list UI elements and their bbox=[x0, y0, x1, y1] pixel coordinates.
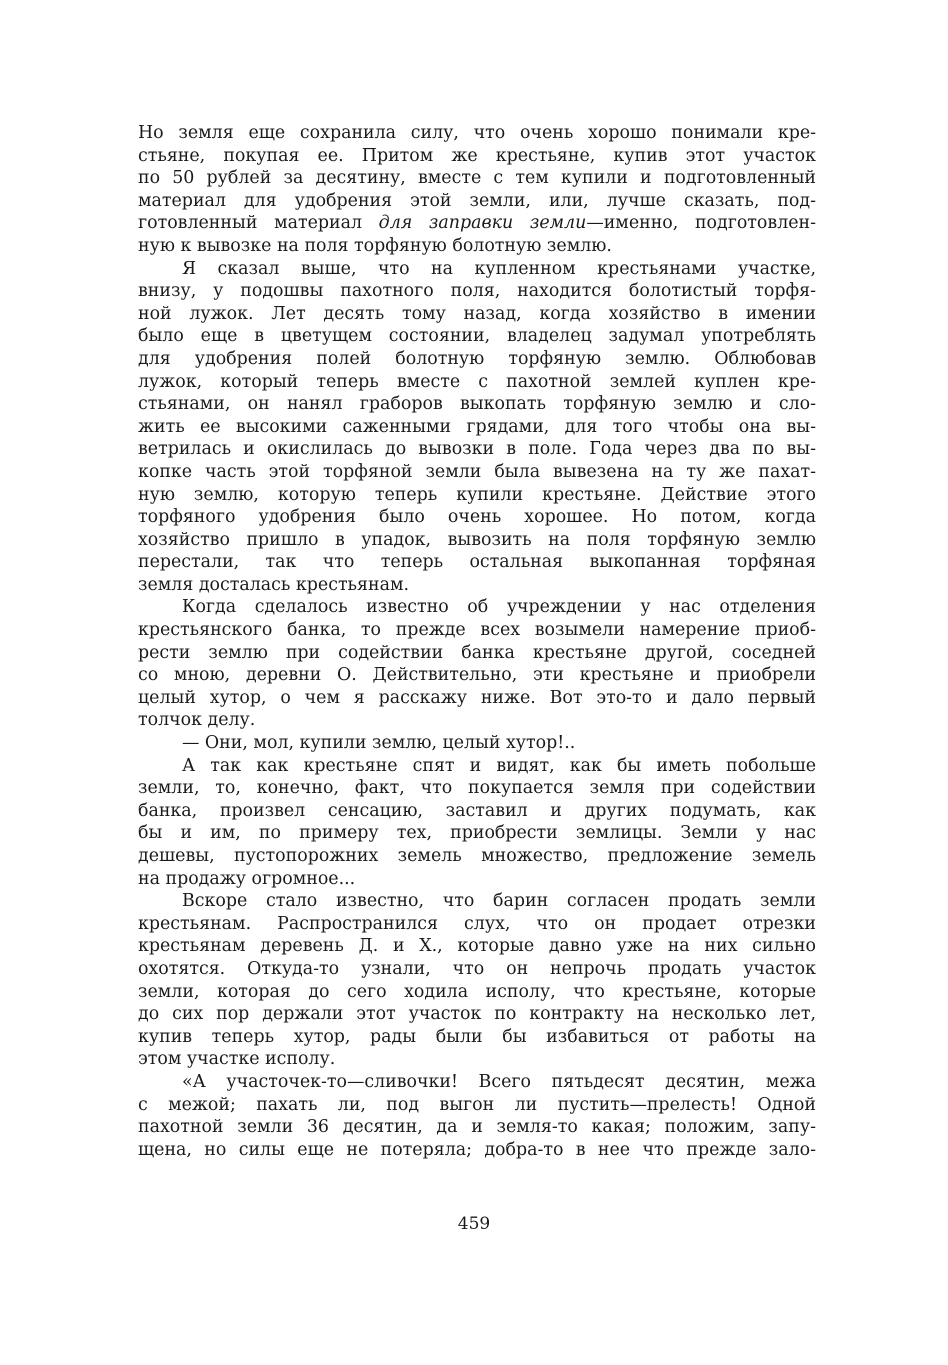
text-line: внизу, у подошвы пахотного поля, находится болотистый торфя- bbox=[138, 281, 816, 302]
text-line: торфяного удобрения было очень хорошее. Но потом, когда bbox=[138, 507, 816, 528]
text-line: толчок делу. bbox=[138, 710, 256, 731]
text-run: —именно, подготовлен- bbox=[586, 213, 816, 234]
text-line: Но земля еще сохранила силу, что очень хорошо понимали кре- bbox=[138, 123, 816, 143]
text-line: на продажу огромное... bbox=[138, 868, 356, 889]
text-line bbox=[138, 212, 816, 235]
text-line: земли, которая до сего ходила исполу, что крестьяне, которые bbox=[138, 981, 816, 1002]
paragraph bbox=[138, 732, 816, 755]
text-line: Когда сделалось известно об учреждении у нас отделения bbox=[182, 597, 816, 618]
text-line: лужок, который теперь вместе с пахотной землей куплен кре- bbox=[138, 371, 816, 392]
paragraph bbox=[138, 755, 816, 891]
text-line: ную к вывозке на поля торфяную болотную землю. bbox=[138, 235, 612, 256]
text-line: бы и им, по примеру тех, приобрести землицы. Земли у нас bbox=[138, 823, 816, 844]
text-line: материал для удобрения этой земли, или, лучше сказать, под- bbox=[138, 190, 816, 211]
text-line: А так как крестьяне спят и видят, как бы иметь побольше bbox=[182, 755, 816, 776]
text-line: жить ее высокими саженными грядами, для того чтобы она вы- bbox=[138, 416, 816, 437]
text-line: крестьянского банка, то прежде всех возымели намерение приоб- bbox=[138, 620, 816, 641]
text-line: «А участочек-то—сливочки! Всего пятьдесят десятин, межа bbox=[182, 1071, 816, 1092]
text-line: охотятся. Откуда-то узнали, что он непрочь продать участок bbox=[138, 958, 816, 979]
text-line: копке часть этой торфяной земли была вывезена на ту же пахат- bbox=[138, 461, 816, 482]
text-line: — Они, мол, купили землю, целый хутор!.. bbox=[182, 733, 576, 754]
text-line: земля досталась крестьянам. bbox=[138, 574, 410, 595]
paragraph bbox=[138, 258, 816, 597]
text-line: со мною, деревни О. Действительно, эти крестьяне и приобрели bbox=[138, 665, 816, 686]
text-line: было еще в цветущем состоянии, владелец задумал употреблять bbox=[138, 326, 816, 347]
italic-phrase: для заправки земли bbox=[378, 213, 587, 234]
text-line: стьяне, покупая ее. Притом же крестьяне, купив этот участок bbox=[138, 145, 816, 166]
text-line: этом участке исполу. bbox=[138, 1049, 336, 1070]
body-text bbox=[138, 122, 816, 1161]
text-line: Вскоре стало известно, что барин согласен продать земли bbox=[182, 891, 816, 912]
text-line: банка, произвел сенсацию, заставил и других подумать, как bbox=[138, 800, 816, 821]
text-run: готовленный материал bbox=[138, 213, 379, 234]
paragraph bbox=[138, 890, 816, 1071]
text-line: с межой; пахать ли, под выгон ли пустить—прелесть! Одной bbox=[138, 1094, 816, 1115]
text-line: для удобрения полей болотную торфяную землю. Облюбовав bbox=[138, 348, 816, 369]
page-number: 459 bbox=[457, 1214, 491, 1234]
paragraph bbox=[138, 596, 816, 732]
text-line: щена, но силы еще не потеряла; добра-то в нее что прежде зало- bbox=[138, 1139, 816, 1160]
text-line: Я сказал выше, что на купленном крестьянами участке, bbox=[182, 258, 816, 279]
text-line: крестьянам деревень Д. и Х., которые давно уже на них сильно bbox=[138, 936, 816, 957]
text-line: крестьянам. Распространился слух, что он продает отрезки bbox=[138, 913, 816, 934]
text-line: земли, то, конечно, факт, что покупается земля при содействии bbox=[138, 778, 816, 799]
text-line: ную землю, которую теперь купили крестьяне. Действие этого bbox=[138, 484, 816, 505]
text-line: по 50 рублей за десятину, вместе с тем купили и подготовленный bbox=[138, 168, 816, 189]
text-line: дешевы, пустопорожних земель множество, предложение земель bbox=[138, 846, 816, 866]
paragraph bbox=[138, 1071, 816, 1161]
text-line: перестали, так что теперь остальная выкопанная торфяная bbox=[138, 552, 816, 573]
text-line: пахотной земли 36 десятин, да и земля-то какая; положим, запу- bbox=[138, 1117, 816, 1138]
text-line: ной лужок. Лет десять тому назад, когда хозяйство в имении bbox=[138, 303, 816, 324]
text-line: ветрилась и окислилась до вывозки в поле. Года через два по вы- bbox=[138, 439, 816, 460]
text-line: стьянами, он нанял граборов выкопать торфяную землю и сло- bbox=[138, 394, 816, 415]
text-line: до сих пор держали этот участок по контракту на несколько лет, bbox=[138, 1004, 816, 1025]
text-line: рести землю при содействии банка крестьяне другой, соседней bbox=[138, 642, 816, 663]
paragraph bbox=[138, 122, 816, 258]
text-line: хозяйство пришло в упадок, вывозить на поля торфяную землю bbox=[138, 529, 816, 550]
text-line: целый хутор, о чем я расскажу ниже. Вот это-то и дало первый bbox=[138, 687, 816, 708]
text-line: купив теперь хутор, рады были бы избавиться от работы на bbox=[138, 1026, 816, 1047]
